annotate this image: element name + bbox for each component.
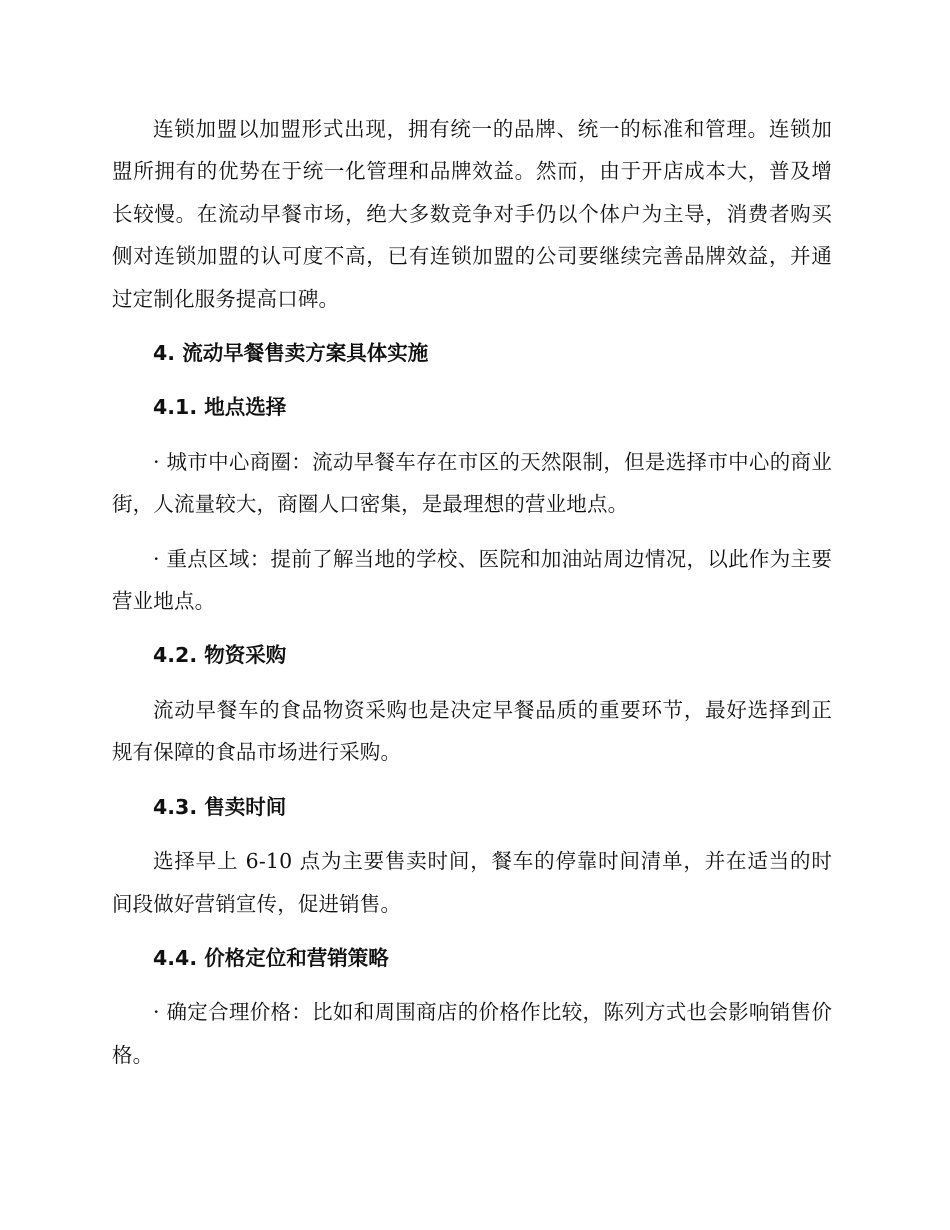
section-4-3-heading: 4.3. 售卖时间	[153, 794, 287, 819]
section-4-1-bullet-city-center: · 城市中心商圈：流动早餐车存在市区的天然限制，但是选择市中心的商业街，人流量较大，商圈人口密集，是最理想的营业地点。	[112, 449, 832, 517]
section-4-3-paragraph: 选择早上 6-10 点为主要售卖时间，餐车的停靠时间清单，并在适当的时间段做好营销宣传，促进销售。	[112, 849, 832, 916]
section-4-1-heading: 4.1. 地点选择	[153, 395, 287, 420]
intro-paragraph: 连锁加盟以加盟形式出现，拥有统一的品牌、统一的标准和管理。连锁加盟所拥有的优势在于统一化管理和品牌效益。然而，由于开店成本大，普及增长较慢。在流动早餐市场，绝大多数竞争对手仍以个体户为主导，消费者购买侧对连锁加盟的认可度不高，已有连锁加盟的公司要继续完善品牌效益，并通过定制化服务提高口碑。	[112, 117, 832, 311]
section-4-1-bullet-key-areas: · 重点区域：提前了解当地的学校、医院和加油站周边情况，以此作为主要营业地点。	[112, 546, 832, 614]
section-4-2-heading: 4.2. 物资采购	[153, 643, 287, 668]
section-4-2-paragraph: 流动早餐车的食品物资采购也是决定早餐品质的重要环节，最好选择到正规有保障的食品市场进行采购。	[112, 697, 832, 765]
section-4-4-bullet-pricing: · 确定合理价格：比如和周围商店的价格作比较，陈列方式也会影响销售价格。	[112, 1000, 832, 1067]
section-4-heading: 4. 流动早餐售卖方案具体实施	[153, 341, 429, 366]
section-4-4-heading: 4.4. 价格定位和营销策略	[153, 945, 389, 970]
document-body	[112, 108, 832, 1076]
